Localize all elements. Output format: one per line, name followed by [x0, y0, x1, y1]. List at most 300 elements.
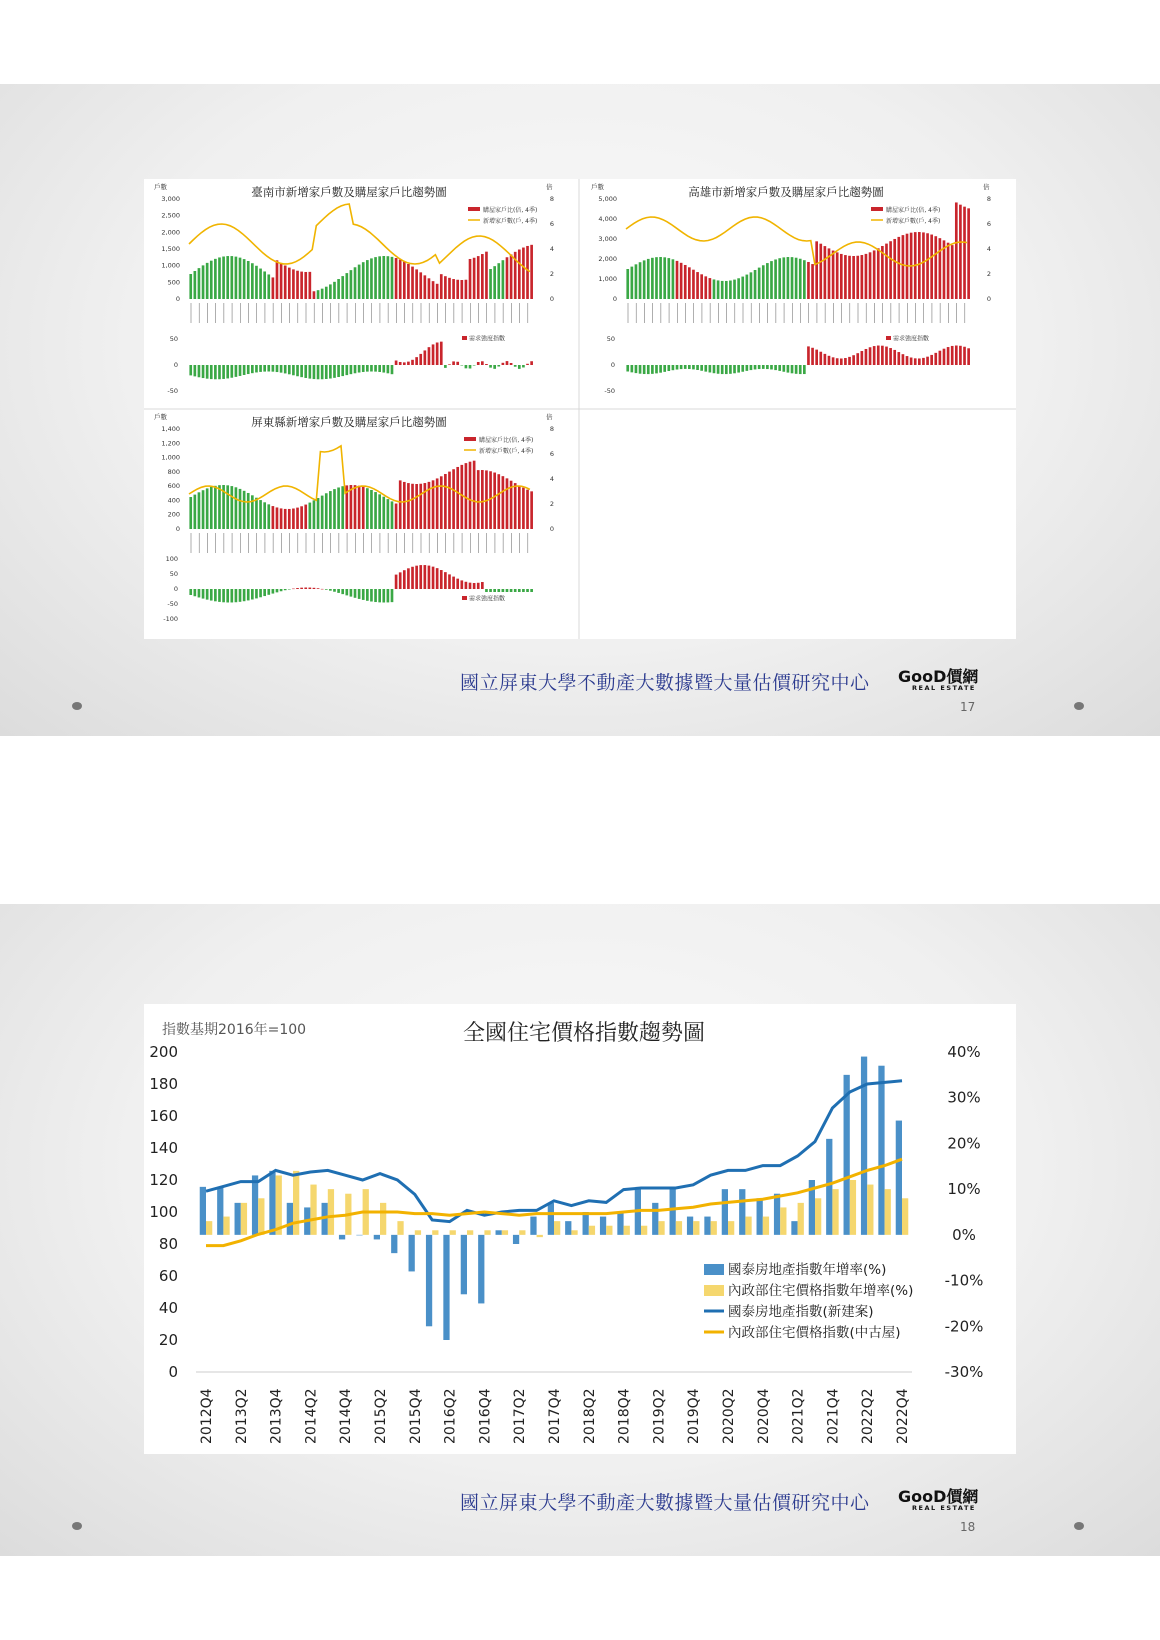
demand-bar	[370, 365, 373, 372]
demand-bar	[741, 365, 744, 372]
demand-bar	[506, 361, 509, 365]
ratio-bar	[263, 502, 266, 529]
ratio-bar	[688, 267, 691, 299]
demand-bar	[663, 365, 666, 372]
ratio-bar	[947, 243, 950, 299]
ratio-bar	[493, 473, 496, 529]
slide-dot-left	[72, 1522, 82, 1530]
bar-cathay-growth	[217, 1187, 223, 1235]
demand-bar	[378, 589, 381, 602]
demand-bar	[382, 589, 385, 602]
demand-bar	[218, 365, 221, 379]
ratio-bar	[676, 261, 679, 299]
demand-bar	[304, 588, 307, 589]
ratio-bar	[243, 259, 246, 299]
right-unit: 倍	[546, 183, 553, 191]
demand-bar	[321, 589, 324, 590]
demand-bar	[424, 565, 427, 589]
ratio-bar	[214, 259, 217, 299]
ratio-bar	[530, 491, 533, 529]
bar-cathay-growth	[200, 1187, 206, 1235]
ratio-bar	[255, 498, 258, 529]
demand-bar	[345, 589, 348, 595]
ratio-bar	[288, 509, 291, 529]
ratio-bar	[456, 280, 459, 299]
ratio-bar	[280, 263, 283, 299]
ratio-bar	[787, 257, 790, 299]
bar-moi-growth	[815, 1198, 821, 1235]
demand-bar	[300, 588, 303, 589]
demand-bar	[692, 365, 695, 369]
ratio-bar	[481, 470, 484, 529]
ratio-bar	[189, 274, 192, 299]
x-tick-label: 2021Q2	[790, 1388, 807, 1444]
ratio-bar	[370, 258, 373, 299]
demand-bar	[684, 365, 687, 369]
ratio-bar	[746, 275, 749, 299]
right-tick-label: 4	[986, 245, 992, 253]
ratio-bar	[448, 278, 451, 299]
bar-moi-growth	[745, 1217, 751, 1235]
demand-bar	[263, 365, 266, 372]
bar-moi-growth	[310, 1185, 316, 1235]
bar-moi-growth	[241, 1203, 247, 1235]
ratio-bar	[506, 257, 509, 299]
ratio-bar	[704, 276, 707, 299]
legend-label: 內政部住宅價格指數(中古屋)	[728, 1325, 901, 1341]
demand-bar	[791, 365, 794, 373]
demand-bar	[222, 589, 225, 602]
legend-swatch	[468, 207, 480, 211]
bar-cathay-growth	[356, 1235, 362, 1236]
demand-bar	[456, 579, 459, 589]
ratio-bar	[807, 262, 810, 299]
ratio-bar	[428, 278, 431, 299]
right-tick-label: 2	[549, 270, 555, 278]
demand-bar	[226, 365, 229, 378]
demand-bar	[214, 365, 217, 379]
ratio-bar	[313, 500, 316, 529]
right-tick-label: 4	[549, 475, 555, 483]
demand-bar	[313, 588, 316, 589]
ratio-bar	[799, 259, 802, 299]
ratio-bar	[643, 260, 646, 299]
demand-bar	[378, 365, 381, 372]
bar-moi-growth	[432, 1230, 438, 1235]
demand-bar	[267, 589, 270, 595]
demand-bar	[296, 588, 299, 589]
bar-cathay-growth	[722, 1189, 728, 1235]
y-left-tick-label: 80	[158, 1235, 178, 1253]
demand-bar	[259, 365, 262, 372]
demand-bar	[659, 365, 662, 373]
demand-bar	[399, 572, 402, 589]
ratio-bar	[337, 279, 340, 299]
ratio-bar	[296, 508, 299, 529]
ratio-bar	[292, 509, 295, 529]
legend-swatch	[871, 207, 883, 211]
ratio-bar	[725, 281, 728, 299]
ratio-bar	[754, 270, 757, 299]
demand-tick-label: 50	[169, 335, 178, 343]
legend-swatch	[464, 437, 476, 441]
bar-cathay-growth	[269, 1171, 275, 1235]
demand-bar	[374, 365, 377, 372]
demand-bar	[758, 365, 761, 369]
bar-moi-growth	[693, 1221, 699, 1235]
ratio-bar	[526, 246, 529, 299]
demand-bar	[272, 365, 275, 372]
ratio-bar	[497, 474, 500, 529]
page-number: 17	[960, 700, 976, 714]
demand-bar	[518, 589, 521, 592]
bar-moi-growth	[554, 1221, 560, 1235]
ratio-bar	[255, 266, 258, 299]
bar-moi-growth	[258, 1198, 264, 1235]
demand-bar	[522, 365, 525, 367]
left-tick-label: 1,500	[161, 245, 180, 253]
bar-cathay-growth	[287, 1203, 293, 1235]
x-tick-label: 2018Q4	[616, 1388, 633, 1444]
x-tick-label: 2020Q4	[755, 1388, 772, 1444]
bar-moi-growth	[519, 1230, 525, 1235]
ratio-bar	[934, 236, 937, 299]
legend-swatch	[704, 1285, 724, 1296]
ratio-bar	[758, 268, 761, 299]
demand-bar	[473, 583, 476, 589]
x-tick-label: 2019Q4	[686, 1388, 703, 1444]
demand-bar	[861, 351, 864, 365]
demand-bar	[522, 589, 525, 592]
demand-bar	[202, 365, 205, 378]
demand-tick-label: -50	[167, 387, 178, 395]
demand-tick-label: 0	[173, 585, 178, 593]
y-left-tick-label: 160	[149, 1107, 178, 1125]
demand-bar	[329, 365, 332, 379]
right-tick-label: 0	[986, 295, 992, 303]
ratio-bar	[350, 485, 353, 529]
demand-bar	[963, 347, 966, 365]
demand-bar	[902, 354, 905, 365]
demand-bar	[366, 589, 369, 601]
bar-moi-growth	[867, 1185, 873, 1235]
demand-bar	[465, 582, 468, 589]
ratio-bar	[778, 258, 781, 299]
ratio-bar	[774, 259, 777, 299]
demand-tick-label: -100	[163, 615, 178, 623]
demand-bar	[672, 365, 675, 370]
bar-moi-growth	[763, 1217, 769, 1235]
ratio-bar	[280, 508, 283, 529]
y-right-tick-label: 30%	[947, 1088, 981, 1107]
ratio-bar	[309, 272, 312, 299]
demand-bar	[778, 365, 781, 371]
demand-bar	[725, 365, 728, 374]
demand-bar	[651, 365, 654, 374]
demand-bar	[852, 355, 855, 365]
demand-bar	[667, 365, 670, 371]
bar-cathay-growth	[426, 1235, 432, 1326]
ratio-bar	[296, 271, 299, 299]
regional-charts-panel	[144, 179, 1016, 639]
left-tick-label: 2,000	[161, 228, 180, 237]
ratio-bar	[226, 485, 229, 529]
bar-moi-growth	[467, 1230, 473, 1235]
bar-cathay-growth	[235, 1203, 241, 1235]
bar-moi-growth	[885, 1189, 891, 1235]
demand-bar	[700, 365, 703, 371]
ratio-bar	[762, 265, 765, 299]
ratio-bar	[473, 258, 476, 299]
ratio-bar	[456, 467, 459, 529]
demand-bar	[194, 365, 197, 376]
bar-cathay-growth	[600, 1217, 606, 1235]
left-tick-label: 2,500	[161, 211, 180, 220]
ratio-bar	[477, 470, 480, 529]
ratio-bar	[893, 239, 896, 299]
demand-bar	[210, 365, 213, 379]
ratio-bar	[460, 280, 463, 299]
demand-bar	[918, 358, 921, 365]
demand-bar	[750, 365, 753, 370]
bar-moi-growth	[450, 1230, 456, 1235]
demand-bar	[514, 365, 517, 367]
ratio-bar	[692, 270, 695, 299]
demand-bar	[926, 357, 929, 365]
ratio-bar	[226, 256, 229, 299]
ratio-bar	[374, 492, 377, 529]
ratio-bar	[485, 252, 488, 299]
ratio-bar	[741, 277, 744, 299]
ratio-bar	[214, 486, 217, 529]
ratio-bar	[733, 280, 736, 299]
bar-cathay-growth	[896, 1121, 902, 1235]
ratio-bar	[865, 254, 868, 299]
right-tick-label: 2	[986, 270, 992, 278]
left-unit: 戶數	[154, 183, 167, 191]
ratio-bar	[325, 287, 328, 299]
demand-tick-label: 0	[610, 361, 615, 369]
demand-bar	[424, 350, 427, 365]
left-tick-label: 1,000	[161, 453, 180, 462]
bar-moi-growth	[711, 1221, 717, 1235]
ratio-bar	[750, 272, 753, 299]
demand-bar	[243, 589, 246, 601]
demand-bar	[387, 589, 390, 602]
ratio-bar	[836, 252, 839, 299]
ratio-bar	[341, 276, 344, 299]
right-tick-label: 6	[549, 450, 555, 458]
left-tick-label: 200	[167, 510, 180, 519]
demand-bar	[877, 346, 880, 365]
legend-swatch	[462, 336, 467, 340]
demand-bar	[754, 365, 757, 369]
ratio-bar	[247, 261, 250, 299]
demand-bar	[395, 575, 398, 589]
demand-bar	[787, 365, 790, 373]
right-unit: 倍	[983, 183, 990, 191]
chart-title: 全國住宅價格指數趨勢圖	[462, 1021, 706, 1046]
demand-bar	[419, 565, 422, 589]
ratio-bar	[259, 269, 262, 299]
demand-bar	[366, 365, 369, 372]
ratio-bar	[667, 258, 670, 299]
ratio-bar	[824, 246, 827, 299]
demand-bar	[811, 348, 814, 365]
demand-bar	[333, 365, 336, 378]
ratio-bar	[436, 284, 439, 299]
demand-bar	[382, 365, 385, 373]
demand-bar	[885, 347, 888, 365]
demand-bar	[803, 365, 806, 374]
demand-bar	[828, 356, 831, 365]
ratio-bar	[897, 237, 900, 299]
demand-bar	[807, 346, 810, 365]
ratio-bar	[729, 281, 732, 299]
demand-bar	[362, 589, 365, 600]
demand-bar	[313, 365, 316, 379]
demand-bar	[304, 365, 307, 378]
tainan-chart	[154, 182, 554, 395]
bar-moi-growth	[832, 1189, 838, 1235]
y-left-tick-label: 140	[149, 1139, 178, 1157]
demand-bar	[288, 589, 291, 590]
demand-bar	[709, 365, 712, 372]
demand-bar	[688, 365, 691, 369]
demand-bar	[955, 346, 958, 365]
demand-bar	[840, 358, 843, 365]
demand-bar	[267, 365, 270, 372]
demand-bar	[456, 362, 459, 365]
ratio-bar	[411, 267, 414, 299]
demand-bar	[350, 365, 353, 374]
ratio-bar	[243, 491, 246, 529]
ratio-bar	[235, 257, 238, 299]
ratio-bar	[452, 279, 455, 299]
y-left-tick-label: 0	[168, 1363, 178, 1381]
right-tick-label: 8	[549, 425, 555, 433]
ratio-bar	[358, 265, 361, 299]
demand-tick-label: 50	[169, 570, 178, 578]
logo-sub-text: REAL ESTATE	[912, 1504, 976, 1512]
ratio-bar	[345, 273, 348, 299]
demand-bar	[922, 358, 925, 365]
bar-moi-growth	[397, 1221, 403, 1235]
demand-bar	[354, 589, 357, 598]
ratio-bar	[460, 465, 463, 529]
demand-bar	[428, 566, 431, 589]
ratio-bar	[239, 258, 242, 299]
legend-label: 需求強度指數	[469, 595, 506, 603]
demand-bar	[419, 354, 422, 365]
demand-bar	[510, 363, 513, 365]
demand-bar	[370, 589, 373, 602]
bar-moi-growth	[293, 1171, 299, 1235]
ratio-bar	[639, 262, 642, 299]
bar-cathay-growth	[739, 1189, 745, 1235]
ratio-bar	[626, 269, 629, 299]
demand-bar	[300, 365, 303, 377]
demand-bar	[317, 588, 320, 589]
bar-moi-growth	[415, 1230, 421, 1235]
ratio-bar	[374, 257, 377, 299]
bar-moi-growth	[850, 1180, 856, 1235]
ratio-bar	[309, 503, 312, 529]
demand-bar	[239, 589, 242, 602]
demand-bar	[526, 589, 529, 592]
demand-bar	[321, 365, 324, 379]
ratio-bar	[419, 484, 422, 529]
demand-bar	[477, 362, 480, 365]
footer-text: 國立屏東大學不動產大數據暨大量估價研究中心	[460, 1492, 870, 1514]
demand-bar	[235, 365, 238, 377]
ratio-bar	[448, 472, 451, 529]
x-tick-label: 2022Q2	[860, 1388, 877, 1444]
ratio-bar	[926, 233, 929, 299]
ratio-bar	[218, 257, 221, 299]
bar-moi-growth	[641, 1226, 647, 1235]
demand-tick-label: 50	[606, 335, 615, 343]
demand-bar	[337, 365, 340, 377]
demand-bar	[444, 572, 447, 589]
legend-label: 需求強度指數	[469, 335, 506, 343]
ratio-bar	[382, 256, 385, 299]
ratio-bar	[522, 248, 525, 299]
demand-bar	[362, 365, 365, 372]
ratio-bar	[230, 486, 233, 529]
demand-bar	[460, 580, 463, 589]
ratio-bar	[951, 245, 954, 299]
ratio-bar	[218, 485, 221, 529]
national-price-index-chart	[144, 1004, 1016, 1454]
y-right-tick-label: -30%	[944, 1363, 984, 1381]
ratio-bar	[284, 509, 287, 529]
demand-bar	[432, 344, 435, 365]
x-tick-label: 2022Q4	[895, 1388, 911, 1444]
demand-bar	[206, 589, 209, 600]
bar-cathay-growth	[548, 1203, 554, 1235]
demand-bar	[284, 365, 287, 373]
demand-bar	[655, 365, 658, 373]
ratio-bar	[407, 483, 410, 529]
demand-bar	[276, 365, 279, 372]
demand-bar	[460, 365, 463, 366]
pingtung-chart	[154, 412, 554, 623]
ratio-bar	[930, 235, 933, 299]
ratio-bar	[276, 507, 279, 529]
ratio-bar	[803, 260, 806, 299]
y-right-tick-label: -20%	[944, 1317, 984, 1336]
ratio-bar	[493, 266, 496, 299]
demand-bar	[844, 358, 847, 365]
bar-cathay-growth	[617, 1212, 623, 1235]
legend-swatch	[704, 1264, 724, 1275]
demand-bar	[333, 589, 336, 592]
ratio-bar	[329, 284, 332, 299]
ratio-bar	[382, 497, 385, 529]
ratio-bar	[362, 487, 365, 529]
bar-moi-growth	[798, 1203, 804, 1235]
legend-label: 新增家戶數(戶, 4季)	[479, 448, 534, 455]
ratio-bar	[276, 260, 279, 299]
ratio-bar	[815, 241, 818, 299]
demand-tick-label: -50	[604, 387, 615, 395]
ratio-bar	[354, 485, 357, 529]
ratio-bar	[189, 497, 192, 529]
demand-bar	[518, 365, 521, 369]
ratio-bar	[399, 480, 402, 529]
demand-bar	[436, 343, 439, 365]
